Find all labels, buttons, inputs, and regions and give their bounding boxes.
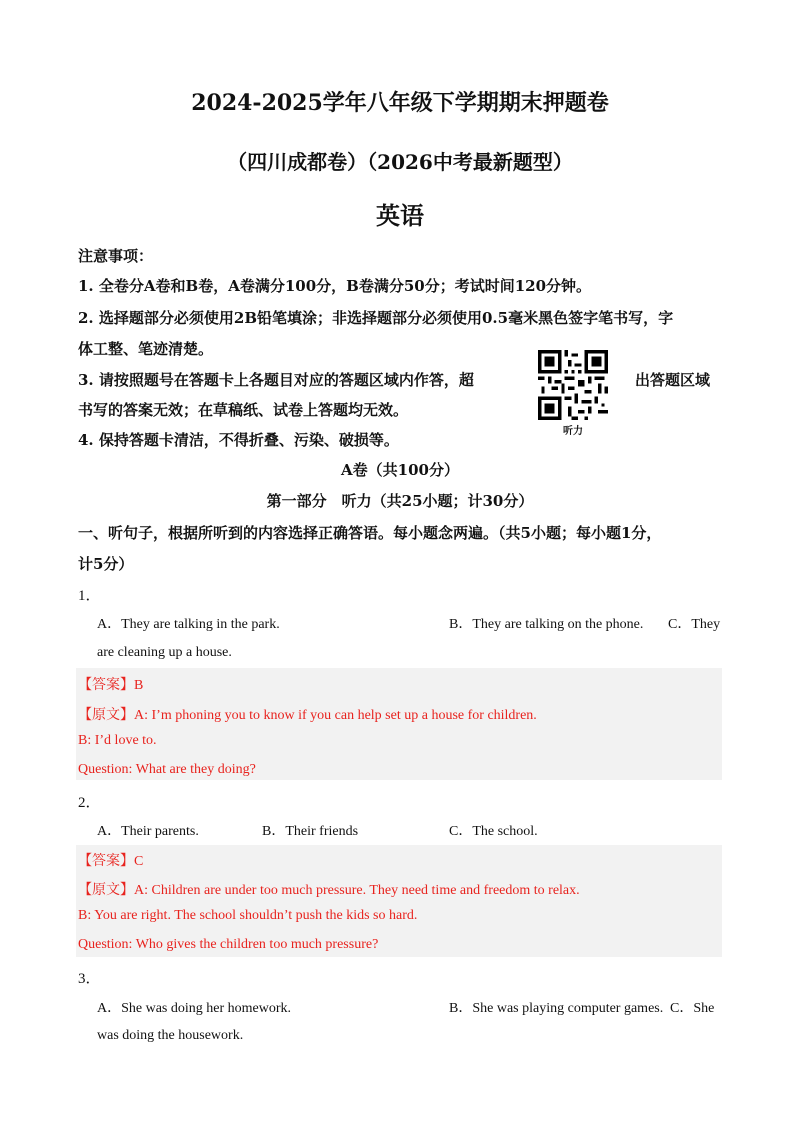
option-a: A．They are talking in the park. bbox=[97, 617, 280, 632]
transcript-text: A: I’m phoning you to know if you can help set up a house for children. bbox=[134, 708, 537, 723]
note-item-2: 2. 选择题部分必须使用2B铅笔填涂；非选择题部分必须使用0.5毫米黑色签字笔书写，字 bbox=[78, 309, 674, 327]
note-item-3-cont: 书写的答案无效；在草稿纸、试卷上答题均无效。 bbox=[78, 401, 409, 419]
option-c-cont: are cleaning up a house. bbox=[97, 645, 232, 660]
note-item-2-cont: 体工整、笔迹清楚。 bbox=[78, 340, 214, 358]
exam-subtitle: （四川成都卷）（2026中考最新题型） bbox=[227, 150, 573, 174]
transcript-question: Question: Who gives the children too much pressure? bbox=[78, 937, 379, 952]
answer-label: 【答案】C bbox=[78, 854, 144, 869]
transcript-line-1 bbox=[78, 879, 580, 899]
option-a: A．Their parents. bbox=[97, 824, 199, 839]
transcript-label: 【原文】 bbox=[78, 708, 134, 723]
volume-heading: A卷（共100分） bbox=[341, 461, 459, 479]
subject-title: 英语 bbox=[376, 201, 424, 230]
notes-heading: 注意事项： bbox=[78, 247, 154, 265]
question-number: 1． bbox=[78, 588, 101, 604]
transcript-label: 【原文】 bbox=[78, 883, 134, 898]
answer-label: 【答案】B bbox=[78, 678, 144, 693]
transcript-text: A: Children are under too much pressure. They need time and freedom to relax. bbox=[134, 883, 580, 898]
option-b: B．She was playing computer games. bbox=[449, 1001, 664, 1016]
option-c: C．The school. bbox=[449, 824, 538, 839]
exam-title: 2024-2025学年八年级下学期期末押题卷 bbox=[191, 90, 609, 116]
transcript-line-2: B: You are right. The school shouldn’t push the kids so hard. bbox=[78, 908, 418, 923]
transcript-line-1 bbox=[78, 704, 537, 724]
qr-label: 听力 bbox=[563, 426, 583, 437]
note-item-1: 1. 全卷分A卷和B卷，A卷满分100分，B卷满分50分；考试时间120分钟。 bbox=[78, 277, 592, 295]
option-b: B．They are talking on the phone. bbox=[449, 617, 644, 632]
transcript-question: Question: What are they doing? bbox=[78, 762, 256, 777]
option-b: B．Their friends bbox=[262, 824, 359, 839]
note-item-4: 4. 保持答题卡清洁，不得折叠、污染、破损等。 bbox=[78, 431, 399, 449]
question-number: 3． bbox=[78, 971, 101, 987]
transcript-line-2: B: I’d love to. bbox=[78, 733, 157, 748]
note-item-3: 3. 请按照题号在答题卡上各题目对应的答题区域内作答，超 bbox=[78, 371, 474, 389]
section-instruction-cont: 计5分） bbox=[78, 555, 134, 573]
option-c-cont: was doing the housework. bbox=[97, 1028, 244, 1043]
part-heading: 第一部分 听力（共25小题；计30分） bbox=[266, 492, 534, 510]
option-c: C．They bbox=[668, 617, 721, 632]
listening-qr-code[interactable] bbox=[538, 350, 608, 420]
option-c: C．She bbox=[670, 1001, 715, 1016]
option-a: A．She was doing her homework. bbox=[97, 1001, 292, 1016]
note-item-3-tail: 出答题区域 bbox=[635, 371, 711, 389]
question-number: 2． bbox=[78, 795, 101, 811]
section-instruction: 一、听句子，根据所听到的内容选择正确答语。每小题念两遍。（共5小题；每小题1分， bbox=[78, 524, 662, 542]
